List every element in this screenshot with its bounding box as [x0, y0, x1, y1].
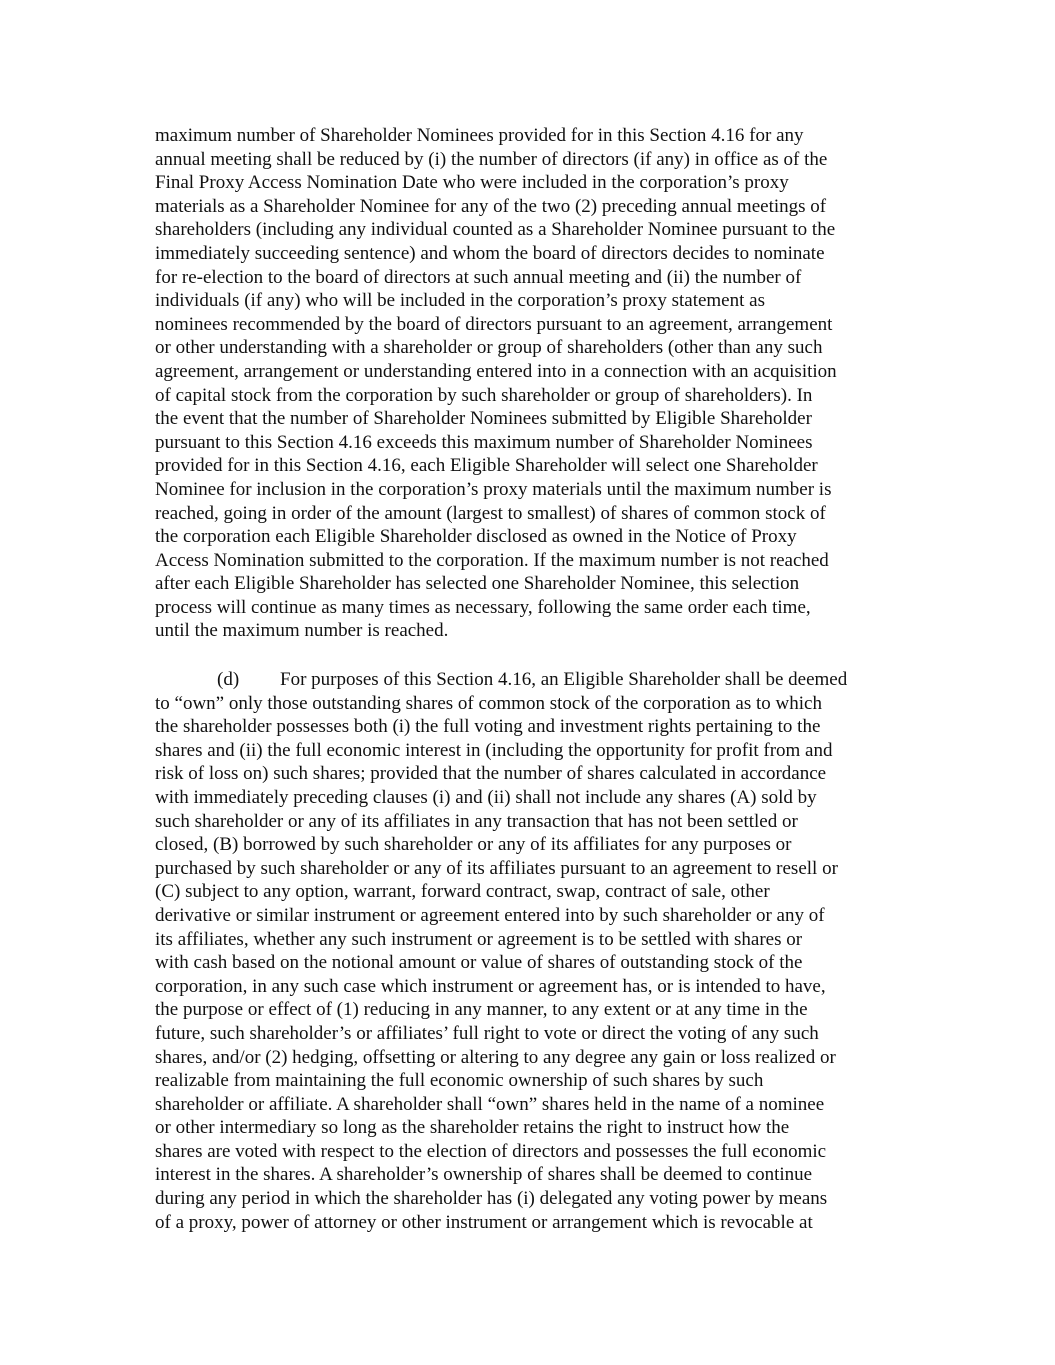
- text-line: materials as a Shareholder Nominee for any of the two (2) preceding annual meetings of: [155, 195, 827, 217]
- text-line: reached, going in order of the amount (largest to smallest) of shares of common stock of: [155, 502, 826, 524]
- text-line: the corporation each Eligible Shareholder disclosed as owned in the Notice of Proxy: [155, 526, 797, 548]
- text-line: realizable from maintaining the full economic ownership of such shares by such: [155, 1070, 764, 1092]
- text-line: shareholder or affiliate. A shareholder shall “own” shares held in the name of a nominee: [155, 1093, 825, 1115]
- text-line: individuals (if any) who will be included in the corporation’s proxy statement as: [155, 290, 765, 312]
- text-line: For purposes of this Section 4.16, an Eligible Shareholder shall be deemed: [280, 669, 848, 690]
- text-line: with immediately preceding clauses (i) and (ii) shall not include any shares (A) sold by: [155, 786, 817, 808]
- text-line: during any period in which the shareholder has (i) delegated any voting power by means: [155, 1188, 828, 1210]
- text-line: with cash based on the notional amount or value of shares of outstanding stock of the: [155, 952, 803, 974]
- text-line: the purpose or effect of (1) reducing in any manner, to any extent or at any time in the: [155, 999, 808, 1021]
- text-line: interest in the shares. A shareholder’s ownership of shares shall be deemed to continue: [155, 1164, 813, 1186]
- text-line: or other intermediary so long as the shareholder retains the right to instruct how the: [155, 1117, 790, 1139]
- paragraph-d-first-line: [155, 668, 847, 692]
- text-line: the shareholder possesses both (i) the full voting and investment rights pertaining to the: [155, 716, 821, 738]
- paragraph-d: [155, 668, 915, 1234]
- text-line: closed, (B) borrowed by such shareholder or any of its affiliates for any purposes or: [155, 834, 792, 856]
- text-line: corporation, in any such case which instrument or agreement has, or is intended to have,: [155, 975, 826, 997]
- text-line: its affiliates, whether any such instrument or agreement is to be settled with shares or: [155, 928, 803, 950]
- text-line: after each Eligible Shareholder has selected one Shareholder Nominee, this selection: [155, 573, 800, 595]
- text-line: to “own” only those outstanding shares of common stock of the corporation as to which: [155, 692, 822, 714]
- text-line: or other understanding with a shareholder or group of shareholders (other than any such: [155, 337, 823, 359]
- text-line: such shareholder or any of its affiliates in any transaction that has not been settled or: [155, 810, 798, 832]
- paragraph-marker: (d): [217, 669, 240, 690]
- text-line: process will continue as many times as necessary, following the same order each time,: [155, 596, 811, 618]
- text-line: until the maximum number is reached.: [155, 620, 449, 642]
- text-line: purchased by such shareholder or any of its affiliates pursuant to an agreement to resell or: [155, 857, 838, 879]
- text-line: of capital stock from the corporation by such shareholder or group of shareholders). In: [155, 384, 813, 406]
- text-line: future, such shareholder’s or affiliates’ full right to vote or direct the voting of any such: [155, 1022, 819, 1044]
- text-line: provided for in this Section 4.16, each Eligible Shareholder will select one Shareholder: [155, 455, 818, 477]
- text-line: derivative or similar instrument or agreement entered into by such shareholder or any of: [155, 904, 825, 926]
- text-line: shares, and/or (2) hedging, offsetting or altering to any degree any gain or loss realized or: [155, 1046, 836, 1068]
- text-line: the event that the number of Shareholder Nominees submitted by Eligible Shareholder: [155, 408, 812, 430]
- text-line: Access Nomination submitted to the corporation. If the maximum number is not reached: [155, 549, 829, 571]
- text-line: of a proxy, power of attorney or other instrument or arrangement which is revocable at: [155, 1211, 813, 1233]
- paragraph-continuation: [155, 124, 915, 643]
- text-line: nominees recommended by the board of directors pursuant to an agreement, arrangement: [155, 313, 833, 335]
- text-line: Final Proxy Access Nomination Date who were included in the corporation’s proxy: [155, 172, 789, 194]
- text-line: for re-election to the board of directors at such annual meeting and (ii) the number of: [155, 266, 802, 288]
- text-line: shareholders (including any individual counted as a Shareholder Nominee pursuant to the: [155, 219, 836, 241]
- text-line: risk of loss on) such shares; provided that the number of shares calculated in accordance: [155, 763, 827, 785]
- text-line: shares and (ii) the full economic interest in (including the opportunity for profit from and: [155, 739, 833, 761]
- text-line: Nominee for inclusion in the corporation’s proxy materials until the maximum number is: [155, 478, 832, 500]
- text-line: agreement, arrangement or understanding entered into in a connection with an acquisition: [155, 360, 837, 382]
- text-line: immediately succeeding sentence) and whom the board of directors decides to nominate: [155, 242, 825, 264]
- text-line: (C) subject to any option, warrant, forward contract, swap, contract of sale, other: [155, 881, 770, 903]
- text-line: maximum number of Shareholder Nominees provided for in this Section 4.16 for any: [155, 125, 804, 146]
- text-line: pursuant to this Section 4.16 exceeds this maximum number of Shareholder Nominees: [155, 431, 813, 453]
- text-line: annual meeting shall be reduced by (i) the number of directors (if any) in office as of the: [155, 148, 828, 170]
- text-line: shares are voted with respect to the election of directors and possesses the full economic: [155, 1140, 827, 1162]
